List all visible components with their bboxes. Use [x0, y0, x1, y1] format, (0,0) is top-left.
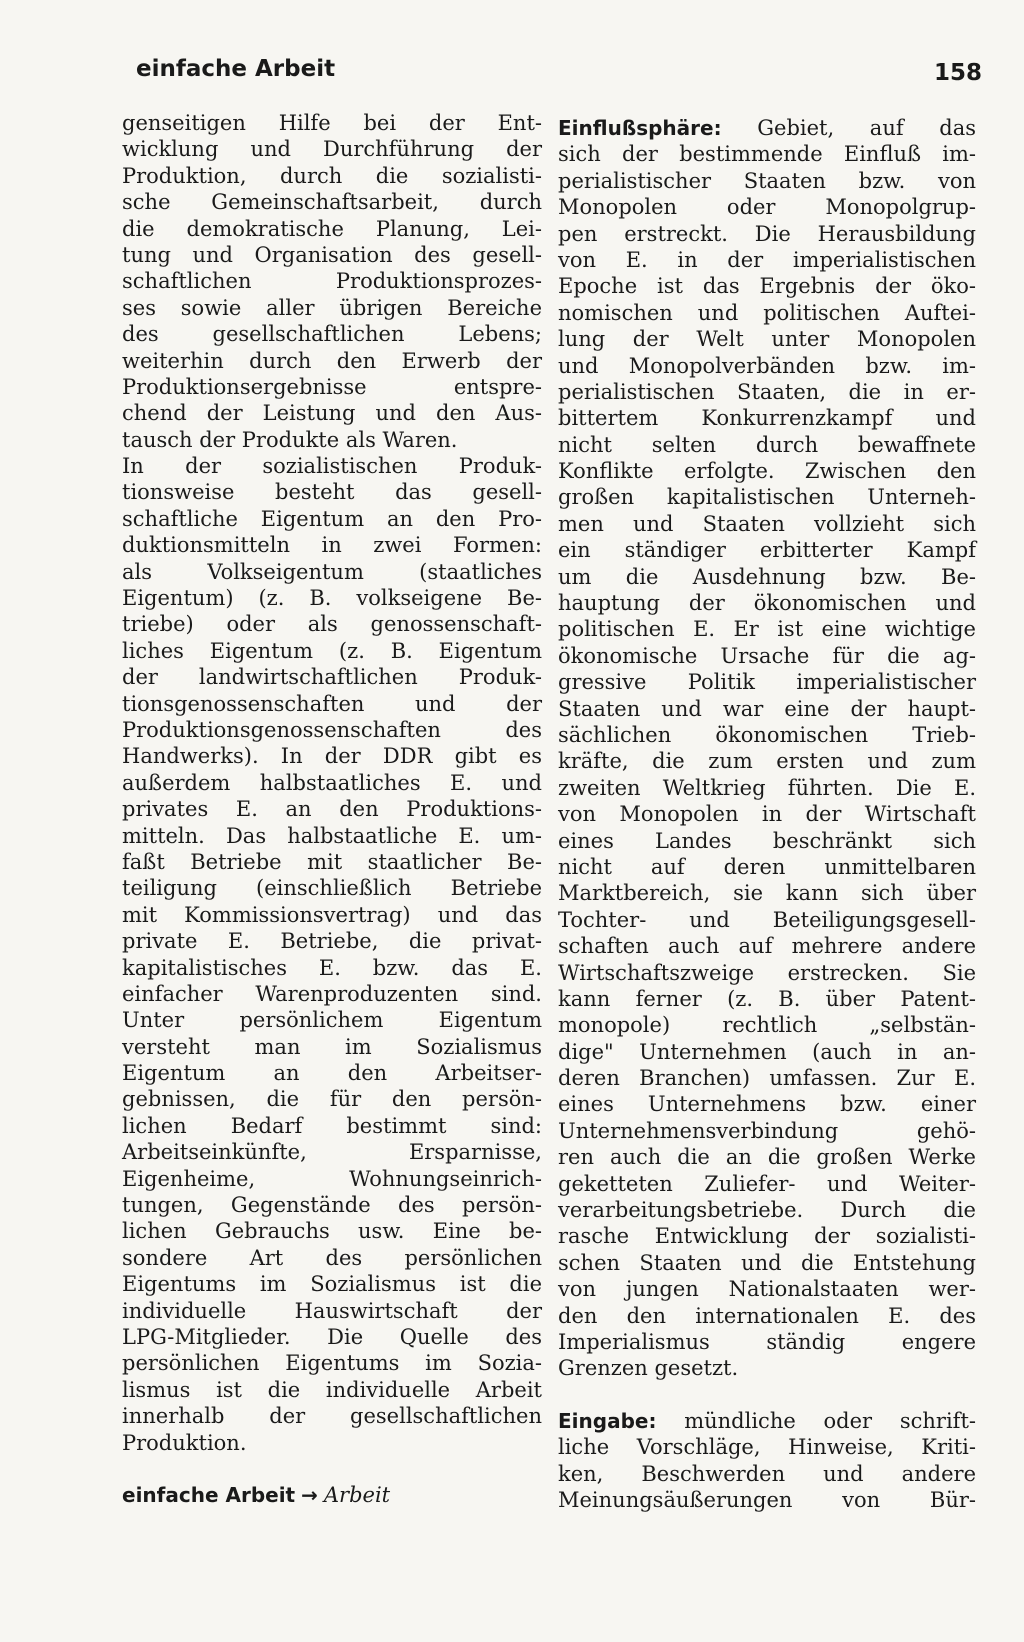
entry-einflusssphaere-term: Einflußsphäre: [558, 116, 722, 140]
text-line: weiterhin durch den Erwerb der [122, 348, 542, 373]
page-number: 158 [934, 60, 983, 86]
text-line: tung und Organisation des gesell- [122, 242, 542, 267]
text-line: duktionsmitteln in zwei Formen: [122, 533, 542, 558]
text-line: privates E. an den Produktions- [122, 797, 542, 822]
text-line: gressive Politik imperialistischer [558, 670, 976, 695]
paragraph-gap [122, 1456, 542, 1482]
text-line: einfacher Warenproduzenten sind. [122, 981, 542, 1006]
text-line: Wirtschaftszweige erstrecken. Sie [558, 960, 976, 985]
text-line: sondere Art des persönlichen [122, 1245, 542, 1270]
text-line: men und Staaten vollzieht sich [558, 511, 976, 536]
text-line: ses sowie aller übrigen Bereiche [122, 295, 542, 320]
text-line: ökonomische Ursache für die ag- [558, 643, 976, 668]
arrow-icon: → [301, 1482, 318, 1507]
text-line: großen kapitalistischen Unterneh- [558, 485, 976, 510]
text-line: sächlichen ökonomischen Trieb- [558, 722, 976, 747]
text-line: Tochter- und Beteiligungsgesell- [558, 907, 976, 932]
text-line: tausch der Produkte als Waren. [122, 427, 458, 452]
text-line: Produktionsergebnisse entspre- [122, 374, 542, 399]
paragraph-gap [558, 1382, 976, 1408]
text-line: Unternehmensverbindung gehö- [558, 1118, 976, 1143]
text-line: genseitigen Hilfe bei der Ent- [122, 111, 542, 135]
cross-reference [122, 1482, 542, 1508]
text-line: von jungen Nationalstaaten wer- [558, 1277, 976, 1302]
text-line: des gesellschaftlichen Lebens; [122, 322, 542, 347]
text-line: faßt Betriebe mit staatlicher Be- [122, 849, 542, 874]
text-line: mitteln. Das halbstaatliche E. um- [122, 823, 542, 848]
text-line: von E. in der imperialistischen [558, 247, 976, 272]
text-line: lung der Welt unter Monopolen [558, 327, 976, 352]
cross-reference-term: einfache Arbeit [122, 1482, 296, 1507]
text-line: von Monopolen in der Wirtschaft [558, 802, 976, 827]
text-line: ein ständiger erbitterter Kampf [558, 538, 976, 563]
text-line: verarbeitungsbetriebe. Durch die [558, 1198, 976, 1223]
text-line: Produktion. [122, 1430, 247, 1455]
right-column [558, 115, 976, 1513]
text-line: Marktbereich, sie kann sich über [558, 881, 976, 906]
text-line: dige" Unternehmen (auch in an- [558, 1039, 976, 1064]
text-line: schaftliche Eigentum an den Pro- [122, 506, 542, 531]
text-line: kann ferner (z. B. über Patent- [558, 986, 976, 1011]
text-line: teiligung (einschließlich Betriebe [122, 876, 542, 901]
text-line: geketteten Zuliefer- und Weiter- [558, 1171, 976, 1196]
text-line: um die Ausdehnung bzw. Be- [558, 564, 976, 589]
text-line: Meinungsäußerungen von Bür- [558, 1487, 976, 1512]
text-line: politischen E. Er ist eine wichtige [558, 617, 976, 642]
text-line: Handwerks). In der DDR gibt es [122, 744, 542, 769]
text-line: LPG-Mitglieder. Die Quelle des [122, 1324, 542, 1349]
text-line: außerdem halbstaatliches E. und [122, 770, 542, 795]
text-line: kapitalistisches E. bzw. das E. [122, 955, 542, 980]
text-line: den den internationalen E. des [558, 1303, 976, 1328]
text-line: eines Landes beschränkt sich [558, 828, 976, 853]
text-line: mit Kommissionsvertrag) und das [122, 902, 542, 927]
text-line: In der sozialistischen Produk- [122, 454, 542, 479]
left-column [122, 110, 542, 1508]
text-line: wicklung und Durchführung der [122, 137, 542, 162]
text-line: perialistischen Staaten, die in er- [558, 379, 976, 404]
text-line: chend der Leistung und den Aus- [122, 401, 542, 426]
text-line: Eigentums im Sozialismus ist die [122, 1272, 542, 1297]
text-line: schaftlichen Produktionsprozes- [122, 269, 542, 294]
text-line: und Monopolverbänden bzw. im- [558, 353, 976, 378]
text-line: zweiten Weltkrieg führten. Die E. [558, 775, 976, 800]
text-line: lismus ist die individuelle Arbeit [122, 1377, 542, 1402]
text-line: Eigenheime, Wohnungseinrich- [122, 1166, 542, 1191]
text-line: hauptung der ökonomischen und [558, 591, 976, 616]
text-line: Eigentum an den Arbeitser- [122, 1061, 542, 1086]
text-line: liches Eigentum (z. B. Eigentum [122, 638, 542, 663]
text-line: Arbeitseinkünfte, Ersparnisse, [122, 1140, 542, 1165]
entry-einflusssphaere-first-line [558, 115, 976, 141]
text-line: Staaten und war eine der haupt- [558, 696, 976, 721]
text-line: Monopolen oder Monopolgrup- [558, 195, 976, 220]
text-line: deren Branchen) umfassen. Zur E. [558, 1066, 976, 1091]
text-line: lichen Bedarf bestimmt sind: [122, 1113, 542, 1138]
text-line: pen erstreckt. Die Herausbildung [558, 221, 976, 246]
text-line: innerhalb der gesellschaftlichen [122, 1404, 542, 1429]
text-line: persönlichen Eigentums im Sozia- [122, 1351, 542, 1376]
text-line: sich der bestimmende Einfluß im- [558, 142, 976, 167]
text-line: tionsweise besteht das gesell- [122, 480, 542, 505]
text-line: nomischen und politischen Auftei- [558, 300, 976, 325]
text-line: liche Vorschläge, Hinweise, Kriti- [558, 1435, 976, 1460]
text-line: triebe) oder als genossenschaft- [122, 612, 542, 637]
text-line: Produktionsgenossenschaften des [122, 717, 542, 742]
entry-eingabe-first-line [558, 1408, 976, 1434]
text-line: Produktion, durch die sozialisti- [122, 163, 542, 188]
text-line: Epoche ist das Ergebnis der öko- [558, 274, 976, 299]
text-line: Unter persönlichem Eigentum [122, 1008, 542, 1033]
text-line: sche Gemeinschaftsarbeit, durch [122, 190, 542, 215]
text-line: nicht auf deren unmittelbaren [558, 854, 976, 879]
text-line: perialistischer Staaten bzw. von [558, 168, 976, 193]
text-line: schen Staaten und die Entstehung [558, 1250, 976, 1275]
text-line: Grenzen gesetzt. [558, 1356, 739, 1381]
text-line: Imperialismus ständig engere [558, 1329, 976, 1354]
text-line: eines Unternehmens bzw. einer [558, 1092, 976, 1117]
text-line: ren auch die an die großen Werke [558, 1145, 976, 1170]
text-line: ken, Beschwerden und andere [558, 1461, 976, 1486]
text-line: gebnissen, die für den persön- [122, 1087, 542, 1112]
text-line: tungen, Gegenstände des persön- [122, 1193, 542, 1218]
text-line: kräfte, die zum ersten und zum [558, 749, 976, 774]
text-line: als Volkseigentum (staatliches [122, 559, 542, 584]
text-line: monopole) rechtlich „selbstän- [558, 1013, 976, 1038]
entry-einflusssphaere-first-text: Gebiet, auf das [757, 116, 976, 140]
text-line: bittertem Konkurrenzkampf und [558, 406, 976, 431]
text-line: nicht selten durch bewaffnete [558, 432, 976, 457]
text-line: schaften auch auf mehrere andere [558, 934, 976, 959]
text-line: der landwirtschaftlichen Produk- [122, 665, 542, 690]
text-line: lichen Gebrauchs usw. Eine be- [122, 1219, 542, 1244]
text-line: rasche Entwicklung der sozialisti- [558, 1224, 976, 1249]
text-line: private E. Betriebe, die privat- [122, 929, 542, 954]
text-line: individuelle Hauswirtschaft der [122, 1298, 542, 1323]
text-line: tionsgenossenschaften und der [122, 691, 542, 716]
text-line: die demokratische Planung, Lei- [122, 216, 542, 241]
text-line: Konflikte erfolgte. Zwischen den [558, 459, 976, 484]
entry-eingabe-term: Eingabe: [558, 1408, 657, 1433]
text-line: Eigentum) (z. B. volkseigene Be- [122, 586, 542, 611]
text-line: versteht man im Sozialismus [122, 1034, 542, 1059]
running-head: einfache Arbeit [136, 56, 336, 82]
cross-reference-target: Arbeit [323, 1482, 391, 1507]
entry-eingabe-first-text: mündliche oder schrift- [684, 1408, 976, 1433]
